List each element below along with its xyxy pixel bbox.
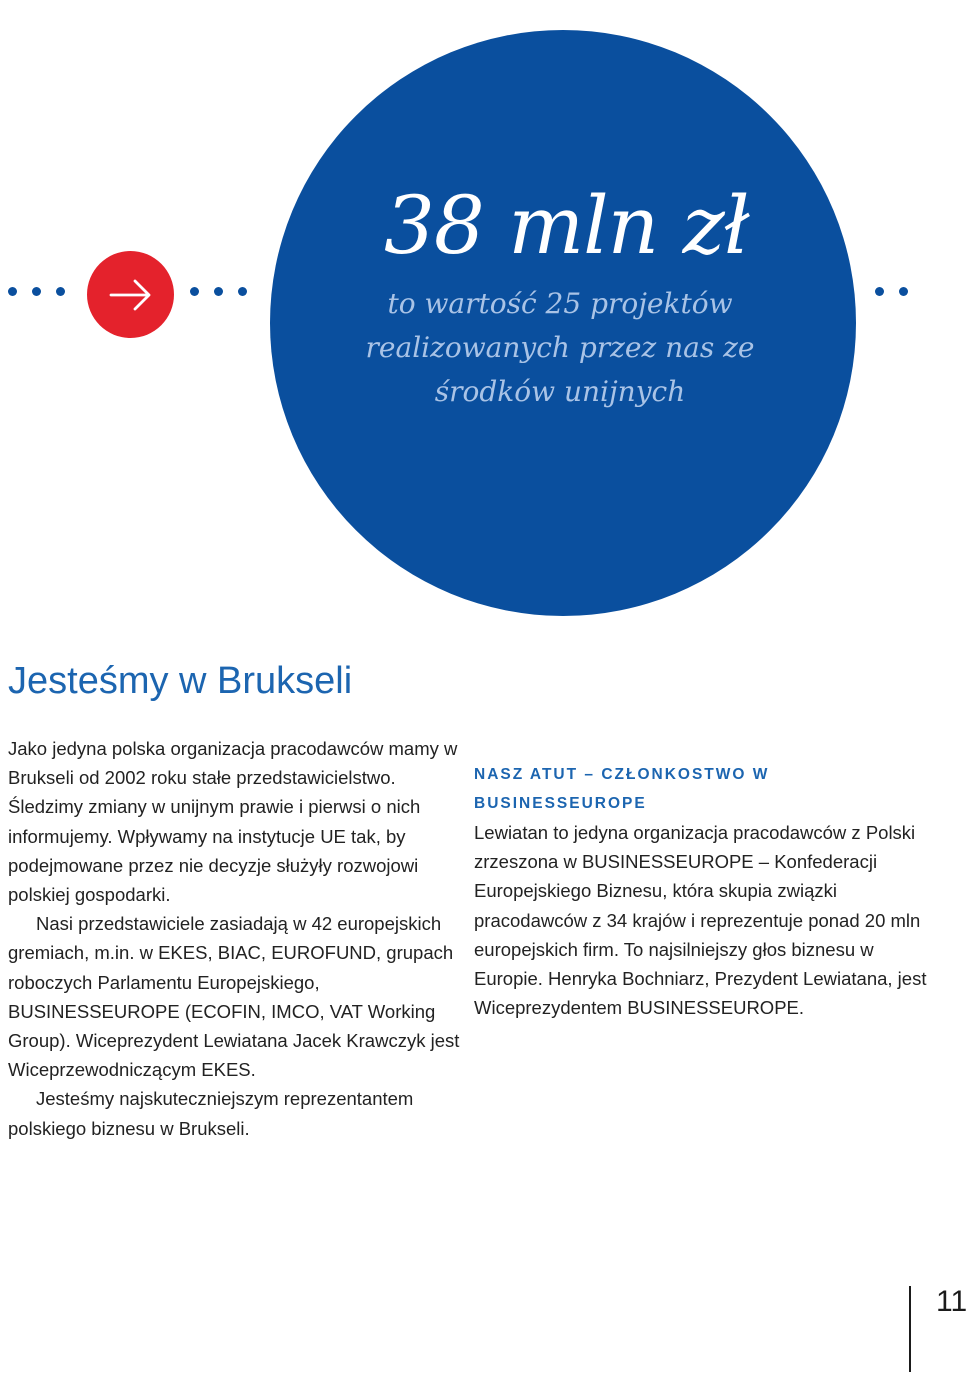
paragraph: Jesteśmy najskuteczniejszym reprezentantem polskiego biznesu w Brukseli. — [8, 1088, 414, 1139]
sidebar-body: Lewiatan to jedyna organizacja pracodawców z Polski zrzeszona w BUSINESSEUROPE – Konfederacji Europejskiego Biznesu, która skupia związki pracodawców z 34 krajów i reprezentuje ponad 20 mln europejskich firm. To najsilniejszy głos biznesu w Europie. Henryka Bochniarz, Prezydent Lewiatana, jest Wiceprezydentem BUSINESSEUROPE. — [474, 822, 927, 1019]
highlight-caption: to wartość 25 projektów realizowanych przez nas ze środków unijnych — [365, 287, 755, 408]
page-number: 11 — [936, 1285, 967, 1318]
paragraph: Nasi przedstawiciele zasiadają w 42 europejskich gremiach, m.in. w EKES, BIAC, EUROFUND, grupach roboczych Parlamentu Europejskiego, BUSINESSEUROPE (ECOFIN, IMCO, VAT Working Group). Wiceprezydent Lewiatana Jacek Krawczyk jest Wiceprzewodniczącym EKES. — [8, 913, 460, 1081]
highlight-value: 38 mln zł — [384, 179, 749, 272]
paragraph: Jako jedyna polska organizacja pracodawców mamy w Brukseli od 2002 roku stałe przedstawicielstwo. Śledzimy zmiany w unijnym prawie i pierwsi o nich informujemy. Wpływamy na instytucje UE tak, by podejmowane przez nie decyzje służyły rozwojowi polskiej gospodarki. — [8, 738, 458, 906]
dots-separator-icon — [190, 287, 247, 296]
page-number-rule — [909, 1286, 911, 1372]
right-column — [474, 760, 934, 1022]
dots-separator-icon — [8, 287, 65, 296]
left-column — [8, 734, 460, 1143]
arrow-right-icon — [87, 251, 174, 338]
sidebar-heading: NASZ ATUT – CZŁONKOSTWO W BUSINESSEUROPE — [474, 766, 770, 812]
dots-separator-icon — [875, 287, 908, 296]
section-heading: Jesteśmy w Brukseli — [8, 660, 353, 702]
